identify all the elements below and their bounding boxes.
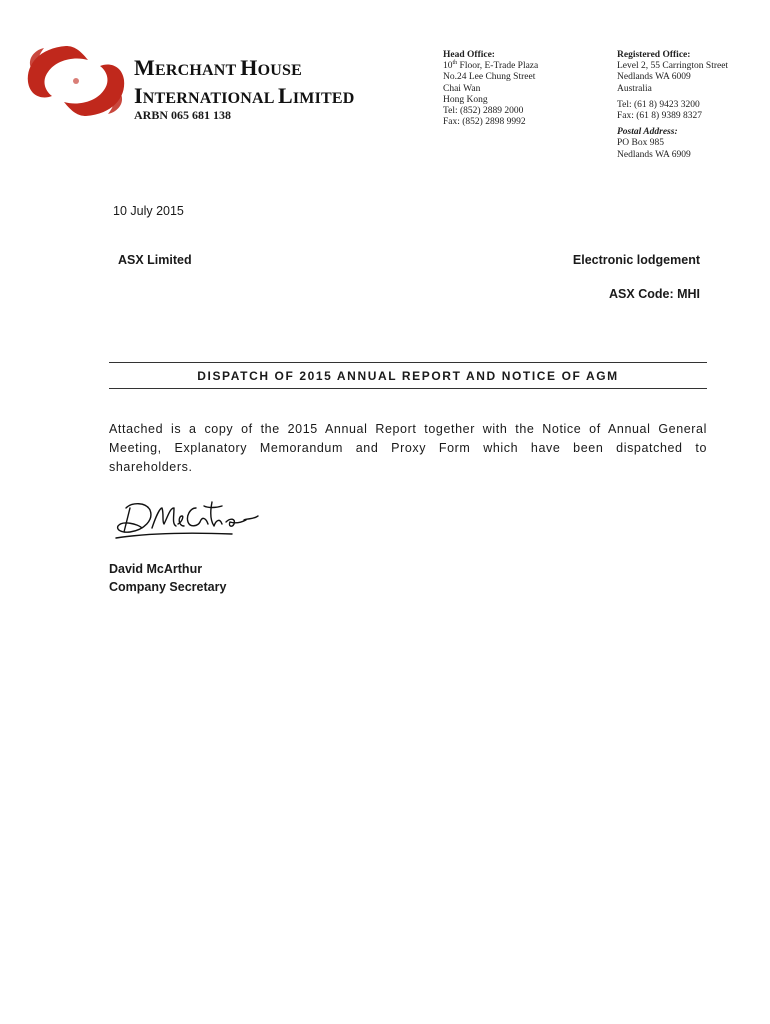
signer-name: David McArthur xyxy=(109,562,203,576)
head-office-line3: Chai Wan xyxy=(443,83,481,94)
head-office-fax: Fax: (852) 2898 9992 xyxy=(443,117,526,128)
postal-address-line2: Nedlands WA 6909 xyxy=(617,149,691,160)
head-office-tel: Tel: (852) 2889 2000 xyxy=(443,106,524,117)
registered-office-fax: Fax: (61 8) 9389 8327 xyxy=(617,111,702,122)
registered-office-line3: Australia xyxy=(617,83,652,94)
letter-date: 10 July 2015 xyxy=(113,204,184,218)
postal-address-heading: Postal Address: xyxy=(617,127,678,138)
registered-office-heading: Registered Office: xyxy=(617,50,691,60)
signer-title: Company Secretary xyxy=(109,580,227,594)
company-name-line1: MERCHANT HOUSE xyxy=(134,55,302,80)
asx-code: ASX Code: MHI xyxy=(609,287,700,301)
subject-rule-top xyxy=(109,362,707,363)
head-office-heading: Head Office: xyxy=(443,50,495,60)
company-logo xyxy=(22,40,130,122)
registered-office-line2: Nedlands WA 6009 xyxy=(617,72,691,83)
addressee: ASX Limited xyxy=(118,253,192,267)
registered-office-address xyxy=(617,50,767,161)
postal-address-line1: PO Box 985 xyxy=(617,138,664,149)
registered-office-line1: Level 2, 55 Carrington Street xyxy=(617,61,729,72)
head-office-line2: No.24 Lee Chung Street xyxy=(443,72,536,83)
letter-body: Attached is a copy of the 2015 Annual Report together with the Notice of Annual General Meeting, Explanatory Memorandum and Proxy Form which have been dispatched to shareholders. xyxy=(109,422,707,474)
head-office-line1: 10th Floor, E-Trade Plaza xyxy=(443,60,539,72)
registered-office-tel: Tel: (61 8) 9423 3200 xyxy=(617,99,700,110)
lodgement-method: Electronic lodgement xyxy=(572,253,700,267)
arbn-number: ARBN 065 681 138 xyxy=(134,108,232,122)
head-office-address xyxy=(443,50,583,128)
company-name-line2: INTERNATIONAL LIMITED xyxy=(134,83,355,108)
handwritten-signature xyxy=(112,494,264,540)
subject-rule-bottom xyxy=(109,388,707,389)
letter-subject: DISPATCH OF 2015 ANNUAL REPORT AND NOTICE OF AGM xyxy=(197,369,619,383)
head-office-line4: Hong Kong xyxy=(443,94,488,105)
